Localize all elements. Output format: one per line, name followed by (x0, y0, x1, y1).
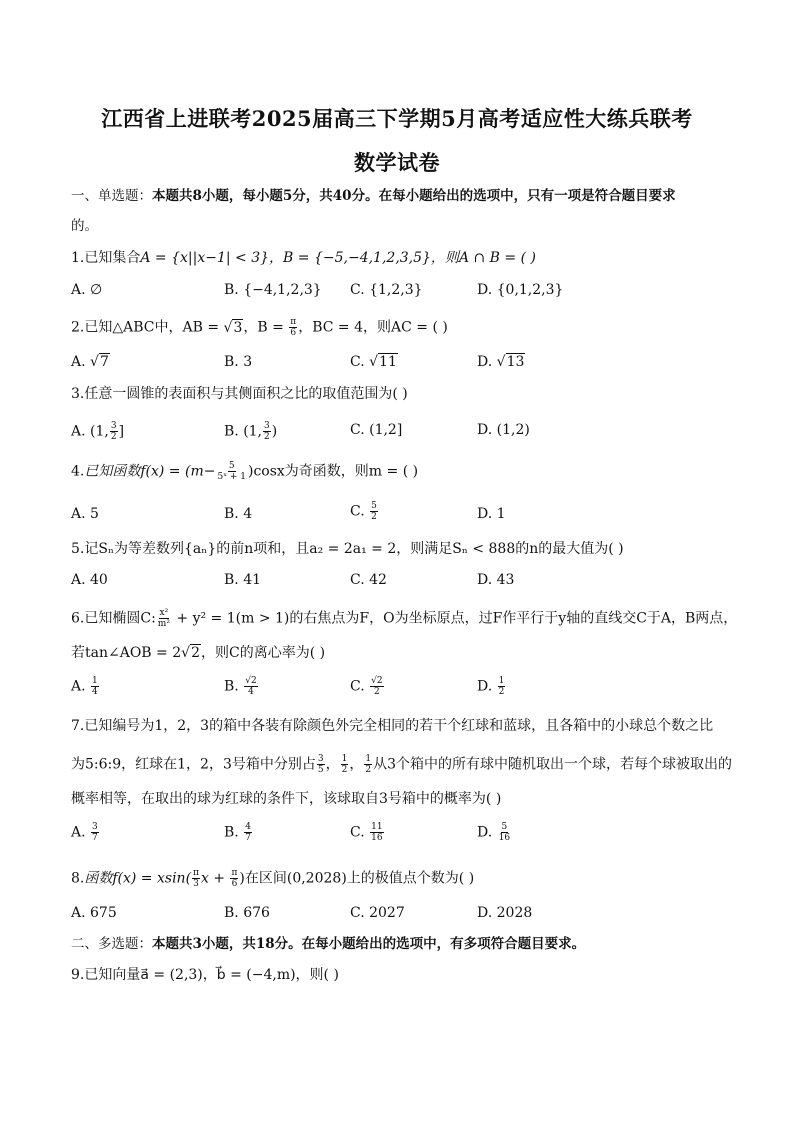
question-7-cont: 为5:6:9，红球在1，2，3号箱中分别占 $\frac{3}{5}$ ， $\frac{1}{2}$ ， $\frac{1}{2}$ 从3个箱中的所有球中随机取出一个球，若每个球被取出的 (71, 754, 732, 775)
question-5: 5.记Sₙ为等差数列{aₙ}的前n项和，且a₂ = 2a₁ = 2，则满足Sₙ < 888的n的最大值为( ) (71, 541, 624, 557)
q3-option-c[interactable]: C. (1,2] (350, 422, 403, 438)
q4-option-c[interactable]: C. $\frac{5}{2}$ (350, 501, 377, 522)
section-1-desc: 本题共8小题，每小题5分，共40分。在每小题给出的选项中，只有一项是符合题目要求 (152, 188, 676, 204)
q6-option-b[interactable]: B. $\frac{√2}{4}$ (224, 676, 257, 697)
q5-option-c[interactable]: C. 42 (350, 572, 387, 588)
q8-option-c[interactable]: C. 2027 (350, 905, 405, 921)
fraction: $\frac{\pi}{6}$ (290, 317, 297, 338)
question-7: 7.已知编号为1，2，3的箱中各装有除颜色外完全相同的若干个红球和蓝球，且各箱中的小球总个数之比 (71, 718, 714, 734)
q6-option-c[interactable]: C. $\frac{√2}{2}$ (350, 676, 383, 697)
section-1-label: 一、单选题： (71, 188, 152, 204)
page-subtitle: 数学试卷 (354, 150, 440, 175)
q7-option-b[interactable]: B. $\frac{4}{7}$ (224, 822, 251, 843)
q8-option-a[interactable]: A. 675 (71, 905, 117, 921)
q6-option-d[interactable]: D. $\frac{1}{2}$ (477, 676, 505, 697)
section-1-desc-cont: 的。 (71, 218, 98, 234)
section-2-heading (71, 935, 585, 953)
question-7-cont2: 概率相等，在取出的球为红球的条件下，该球取自3号箱中的概率为( ) (71, 791, 502, 807)
question-8: 8.函数f(x) = xsin( $\frac{\pi}{3}$ x + $\frac{\pi}{6}$ )在区间(0,2028)上的极值点个数为( ) (71, 868, 475, 889)
q1-option-d[interactable]: D. {0,1,2,3} (477, 282, 564, 298)
question-6-cont: 若tan∠AOB = 2√2，则C的离心率为( ) (71, 645, 326, 661)
section-2-label: 二、多选题： (71, 936, 152, 952)
question-9: 9.已知向量a⃗ = (2,3)，b⃗ = (−4,m)，则( ) (71, 967, 339, 983)
q8-option-d[interactable]: D. 2028 (477, 905, 533, 921)
q5-option-d[interactable]: D. 43 (477, 572, 515, 588)
q7-option-a[interactable]: A. $\frac{3}{7}$ (71, 822, 98, 843)
question-4: 4.已知函数f(x) = (m− $\frac{5}{\text{5ˣ + 1}}$ )cosx为奇函数，则m = ( ) (71, 461, 419, 482)
q6-option-a[interactable]: A. $\frac{1}{4}$ (71, 676, 98, 697)
q2-option-b[interactable]: B. 3 (224, 354, 253, 370)
question-6: 6.已知椭圆C: $\frac{\text{x²}}{\text{m²}}$ + y² = 1(m > 1)的右焦点为F，O为坐标原点，过F作平行于y轴的直线交C于A，B两点， (71, 608, 738, 629)
q8-option-b[interactable]: B. 676 (224, 905, 270, 921)
q1-option-c[interactable]: C. {1,2,3} (350, 282, 423, 298)
q2-option-c[interactable]: C. √11 (350, 354, 397, 370)
sqrt-symbol: √3 (223, 319, 243, 336)
q3-option-a[interactable]: A. (1, $\frac{3}{2}$ ] (71, 421, 125, 442)
q3-option-b[interactable]: B. (1, $\frac{3}{2}$ ) (224, 421, 278, 442)
question-2: 2.已知△ABC中，AB = √3，B = $\frac{\pi}{6}$ ，BC = 4，则AC = ( ) (71, 317, 448, 338)
question-3: 3.任意一圆锥的表面积与其侧面积之比的取值范围为( ) (71, 386, 408, 402)
q3-option-d[interactable]: D. (1,2) (477, 422, 530, 438)
q4-option-d[interactable]: D. 1 (477, 506, 506, 522)
section-2-desc: 本题共3小题，共18分。在每小题给出的选项中，有多项符合题目要求。 (152, 936, 586, 952)
page-title: 江西省上进联考2025届高三下学期5月高考适应性大练兵联考 (101, 106, 693, 131)
section-1-heading (71, 187, 676, 205)
q1-option-b[interactable]: B. {−4,1,2,3} (224, 282, 322, 298)
q2-option-d[interactable]: D. √13 (477, 354, 525, 370)
q2-option-a[interactable]: A. √7 (71, 354, 109, 370)
q5-option-a[interactable]: A. 40 (71, 572, 108, 588)
q7-option-c[interactable]: C. $\frac{11}{16}$ (350, 822, 383, 843)
q7-option-d[interactable]: D. $\frac{5}{16}$ (477, 822, 511, 843)
q1-option-a[interactable]: A. ∅ (71, 282, 103, 298)
question-1: 1.已知集合A = {x||x−1| < 3}，B = {−5,−4,1,2,3,5}，则A ∩ B = ( ) (71, 250, 536, 266)
q4-option-b[interactable]: B. 4 (224, 506, 253, 522)
q4-option-a[interactable]: A. 5 (71, 506, 99, 522)
q5-option-b[interactable]: B. 41 (224, 572, 262, 588)
